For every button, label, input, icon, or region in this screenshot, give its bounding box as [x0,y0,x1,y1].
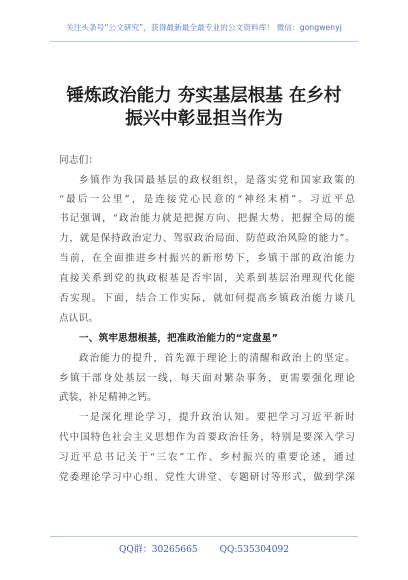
paragraph-1-line: 直接关系到党的执政根基是否牢固，关系到基层治理现代化能 [59,273,355,284]
header-divider [50,41,358,42]
salutation: 同志们： [59,155,99,166]
paragraph-2-line: 乡镇干部身处基层一线，每天面对繁杂事务，更需要强化理论 [59,373,355,384]
paragraph-1-line: 当前，在全面推进乡村振兴的新形势下，乡镇干部的政治能力 [59,253,355,264]
document-title-line-2: 振兴中彰显担当作为 [125,109,283,129]
paragraph-2-line: 武装，补足精神之钙。 [59,392,157,403]
paragraph-1-line: “最后一公里”，是连接党心民意的“神经末梢”。习近平总 [59,194,355,205]
paragraph-1-line: 点认识。 [59,313,99,324]
footer-divider [50,536,358,537]
paragraph-3-line: 党委理论学习中心组、党性大讲堂、专题研讨等形式，做到学深 [59,472,355,483]
paragraph-3-line: 习近平总书记关于“三农”工作、乡村振兴的重要论述，通过 [59,452,355,463]
footer-qq-group: QQ群：30265665 [119,545,198,555]
section-heading-1: 一、筑牢思想根基，把准政治能力的“定盘星” [79,333,279,344]
paragraph-1-line: 书记强调，“政治能力就是把握方向、把握大势、把握全局的能 [59,213,355,224]
paragraph-2-line: 政治能力的提升，首先源于理论上的清醒和政治上的坚定。 [79,353,355,364]
paragraph-1-line: 否实现。下面，结合工作实际，就如何提高乡镇政治能力谈几 [59,293,355,304]
footer-qq-number: QQ:535304092 [219,545,289,555]
paragraph-1-line: 力，就是保持政治定力、驾驭政治局面、防范政治风险的能力”。 [59,233,355,244]
footer-contact [0,542,408,555]
paragraph-3-line: 代中国特色社会主义思想作为首要政治任务，特别是要深入学习 [59,432,355,443]
paragraph-1-line: 乡镇作为我国最基层的政权组织，是落实党和国家政策的 [79,175,355,186]
header-promo-note: 关注头条号“公文研究”，获得最新最全最专业的公文资料库！ 微信：gongwenyj [66,23,342,32]
document-title-line-1: 锤炼政治能力 夯实基层根基 在乡村 [66,86,342,106]
paragraph-3-line: 一是深化理论学习，提升政治认知。要把学习习近平新时 [79,412,355,423]
